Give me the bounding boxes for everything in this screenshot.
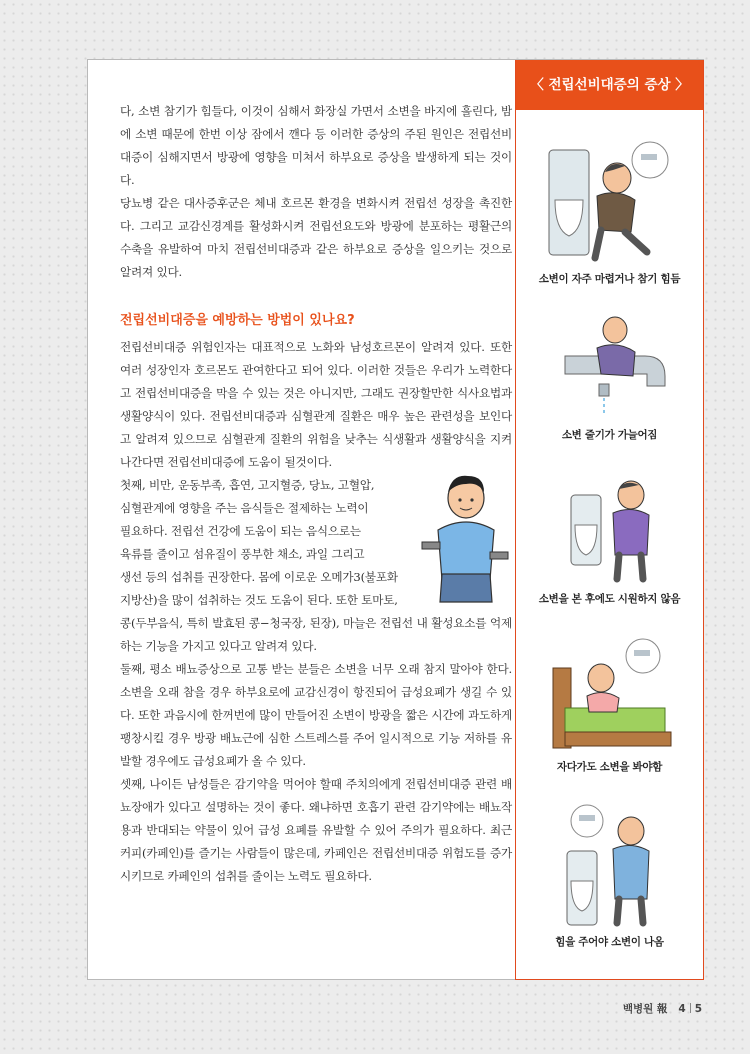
symptom-3	[516, 475, 703, 606]
exercise-man-illustration	[420, 470, 510, 609]
third-point: 셋째, 나이든 남성들은 감기약을 먹어야 할때 주치의에게 전립선비대증 관련 배뇨장애가 있다고 설명하는 것이 좋다. 왜냐하면 호흡기 관련 감기약에는 배뇨작용과 반대되는 약물이 있어 급성 요폐를 유발할 수 있어 주의가 필요하다. 최근 커피(카페인)를 즐기는 사람들이 많은데, 카페인은 전립선비대증 위험도를 증가시키므로 카페인의 섭취를 줄이는 노력도 필요하다.	[120, 777, 513, 883]
symptom-4	[516, 638, 703, 774]
first-point-rest: 콩(두부음식, 특히 발효된 콩−청국장, 된장), 마늘은 전립선 내 활성요소를 억제하는 기능을 가지고 있다고 알려져 있다.	[120, 616, 512, 653]
body-paragraph-1: 전립선비대증 위험인자는 대표적으로 노화와 남성호르몬이 알려져 있다. 또한 여러 성장인자 호르몬도 관여한다고 되어 있다. 이러한 것들은 우리가 노력한다고 전립선비대증을 막을 수 있는 것은 아니지만, 그래도 권장할만한 식사요법과 생활양식이 있다. 전립선비대증과 심혈관계 질환은 매우 높은 관련성을 보인다고 알려져 있으므로 심혈관계 질환의 위험을 낮추는 식생활과 생활양식을 지켜나간다면 전립선비대증에 도움이 될것이다.	[120, 340, 512, 469]
first-line-5: 생선 등의 섭취를 권장한다. 몸에 이로운 오메가3(불포화	[120, 570, 398, 584]
symptom-1-illustration	[535, 140, 685, 265]
symptom-5-illustration	[535, 803, 685, 928]
first-line-3: 필요하다. 전립선 건강에 도움이 되는 음식으로는	[120, 524, 361, 538]
first-line-4: 육류를 줄이고 섬유질이 풍부한 채소, 과일 그리고	[120, 547, 365, 561]
symptom-1	[516, 140, 703, 286]
sidebar-title: 〈 전립선비대증의 증상 〉	[516, 60, 703, 110]
symptom-sidebar	[515, 60, 704, 980]
symptom-5-label: 힘을 주어야 소변이 나옴	[555, 936, 664, 948]
page-number-divider	[690, 1003, 691, 1013]
symptom-2	[516, 316, 703, 442]
page-number-left: 4	[678, 1003, 686, 1015]
first-line-2: 심혈관계에 영향을 주는 음식들은 절제하는 노력이	[120, 501, 369, 515]
first-line-6: 지방산)을 많이 섭취하는 것도 도움이 된다. 또한 토마토,	[120, 593, 398, 607]
intro-paragraph-2: 당뇨병 같은 대사증후군은 체내 호르몬 환경을 변화시켜 전립선 성장을 촉진한다. 그리고 교감신경계를 활성화시켜 전립선요도와 방광에 분포하는 평활근의 수축을 유발하여 마치 전립선비대증과 같은 하부요로 증상을 일으키는 것으로 알려져 있다.	[120, 196, 512, 279]
second-point: 둘째, 평소 배뇨증상으로 고통 받는 분들은 소변을 너무 오래 참지 말아야 한다. 소변을 오래 참을 경우 하부요로에 교감신경이 항진되어 급성요폐가 생길 수 있다. 또한 과음시에 한꺼번에 많이 만들어진 소변이 방광을 짧은 시간에 과도하게 팽창시킬 경우 방광 배뇨근에 심한 스트레스를 주어 일시적으로 기능 저하를 유발할 경우에도 급성요폐가 올 수 있다.	[120, 662, 512, 768]
symptom-1-label: 소변이 자주 마렵거나 참기 힘듬	[538, 273, 681, 285]
symptom-2-illustration	[535, 316, 685, 421]
symptom-4-label: 자다가도 소변을 봐야함	[556, 761, 663, 773]
section-heading: 전립선비대증을 예방하는 방법이 있나요?	[120, 313, 355, 328]
page	[87, 59, 704, 980]
first-line-1: 첫째, 비만, 운동부족, 흡연, 고지혈증, 당뇨, 고혈압,	[120, 478, 375, 492]
symptom-3-illustration	[535, 475, 685, 585]
symptom-4-illustration	[535, 638, 685, 753]
page-number-right: 5	[694, 1003, 702, 1015]
publication-name: 백병원 報	[622, 1003, 668, 1015]
symptom-5	[516, 803, 703, 949]
symptom-2-label: 소변 줄기가 가늘어짐	[561, 429, 658, 441]
symptom-3-label: 소변을 본 후에도 시원하지 않음	[538, 593, 681, 605]
page-footer	[623, 1001, 702, 1016]
intro-paragraph-1: 다, 소변 참기가 힘들다, 이것이 심해서 화장실 가면서 소변을 바지에 흘린다, 밤에 소변 때문에 한번 이상 잠에서 깬다 등 이러한 증상의 주된 원인은 전립선비대증이 심해지면서 방광에 영향을 미쳐서 하부요로 증상을 발생하게 되는 것이다.	[120, 104, 512, 187]
